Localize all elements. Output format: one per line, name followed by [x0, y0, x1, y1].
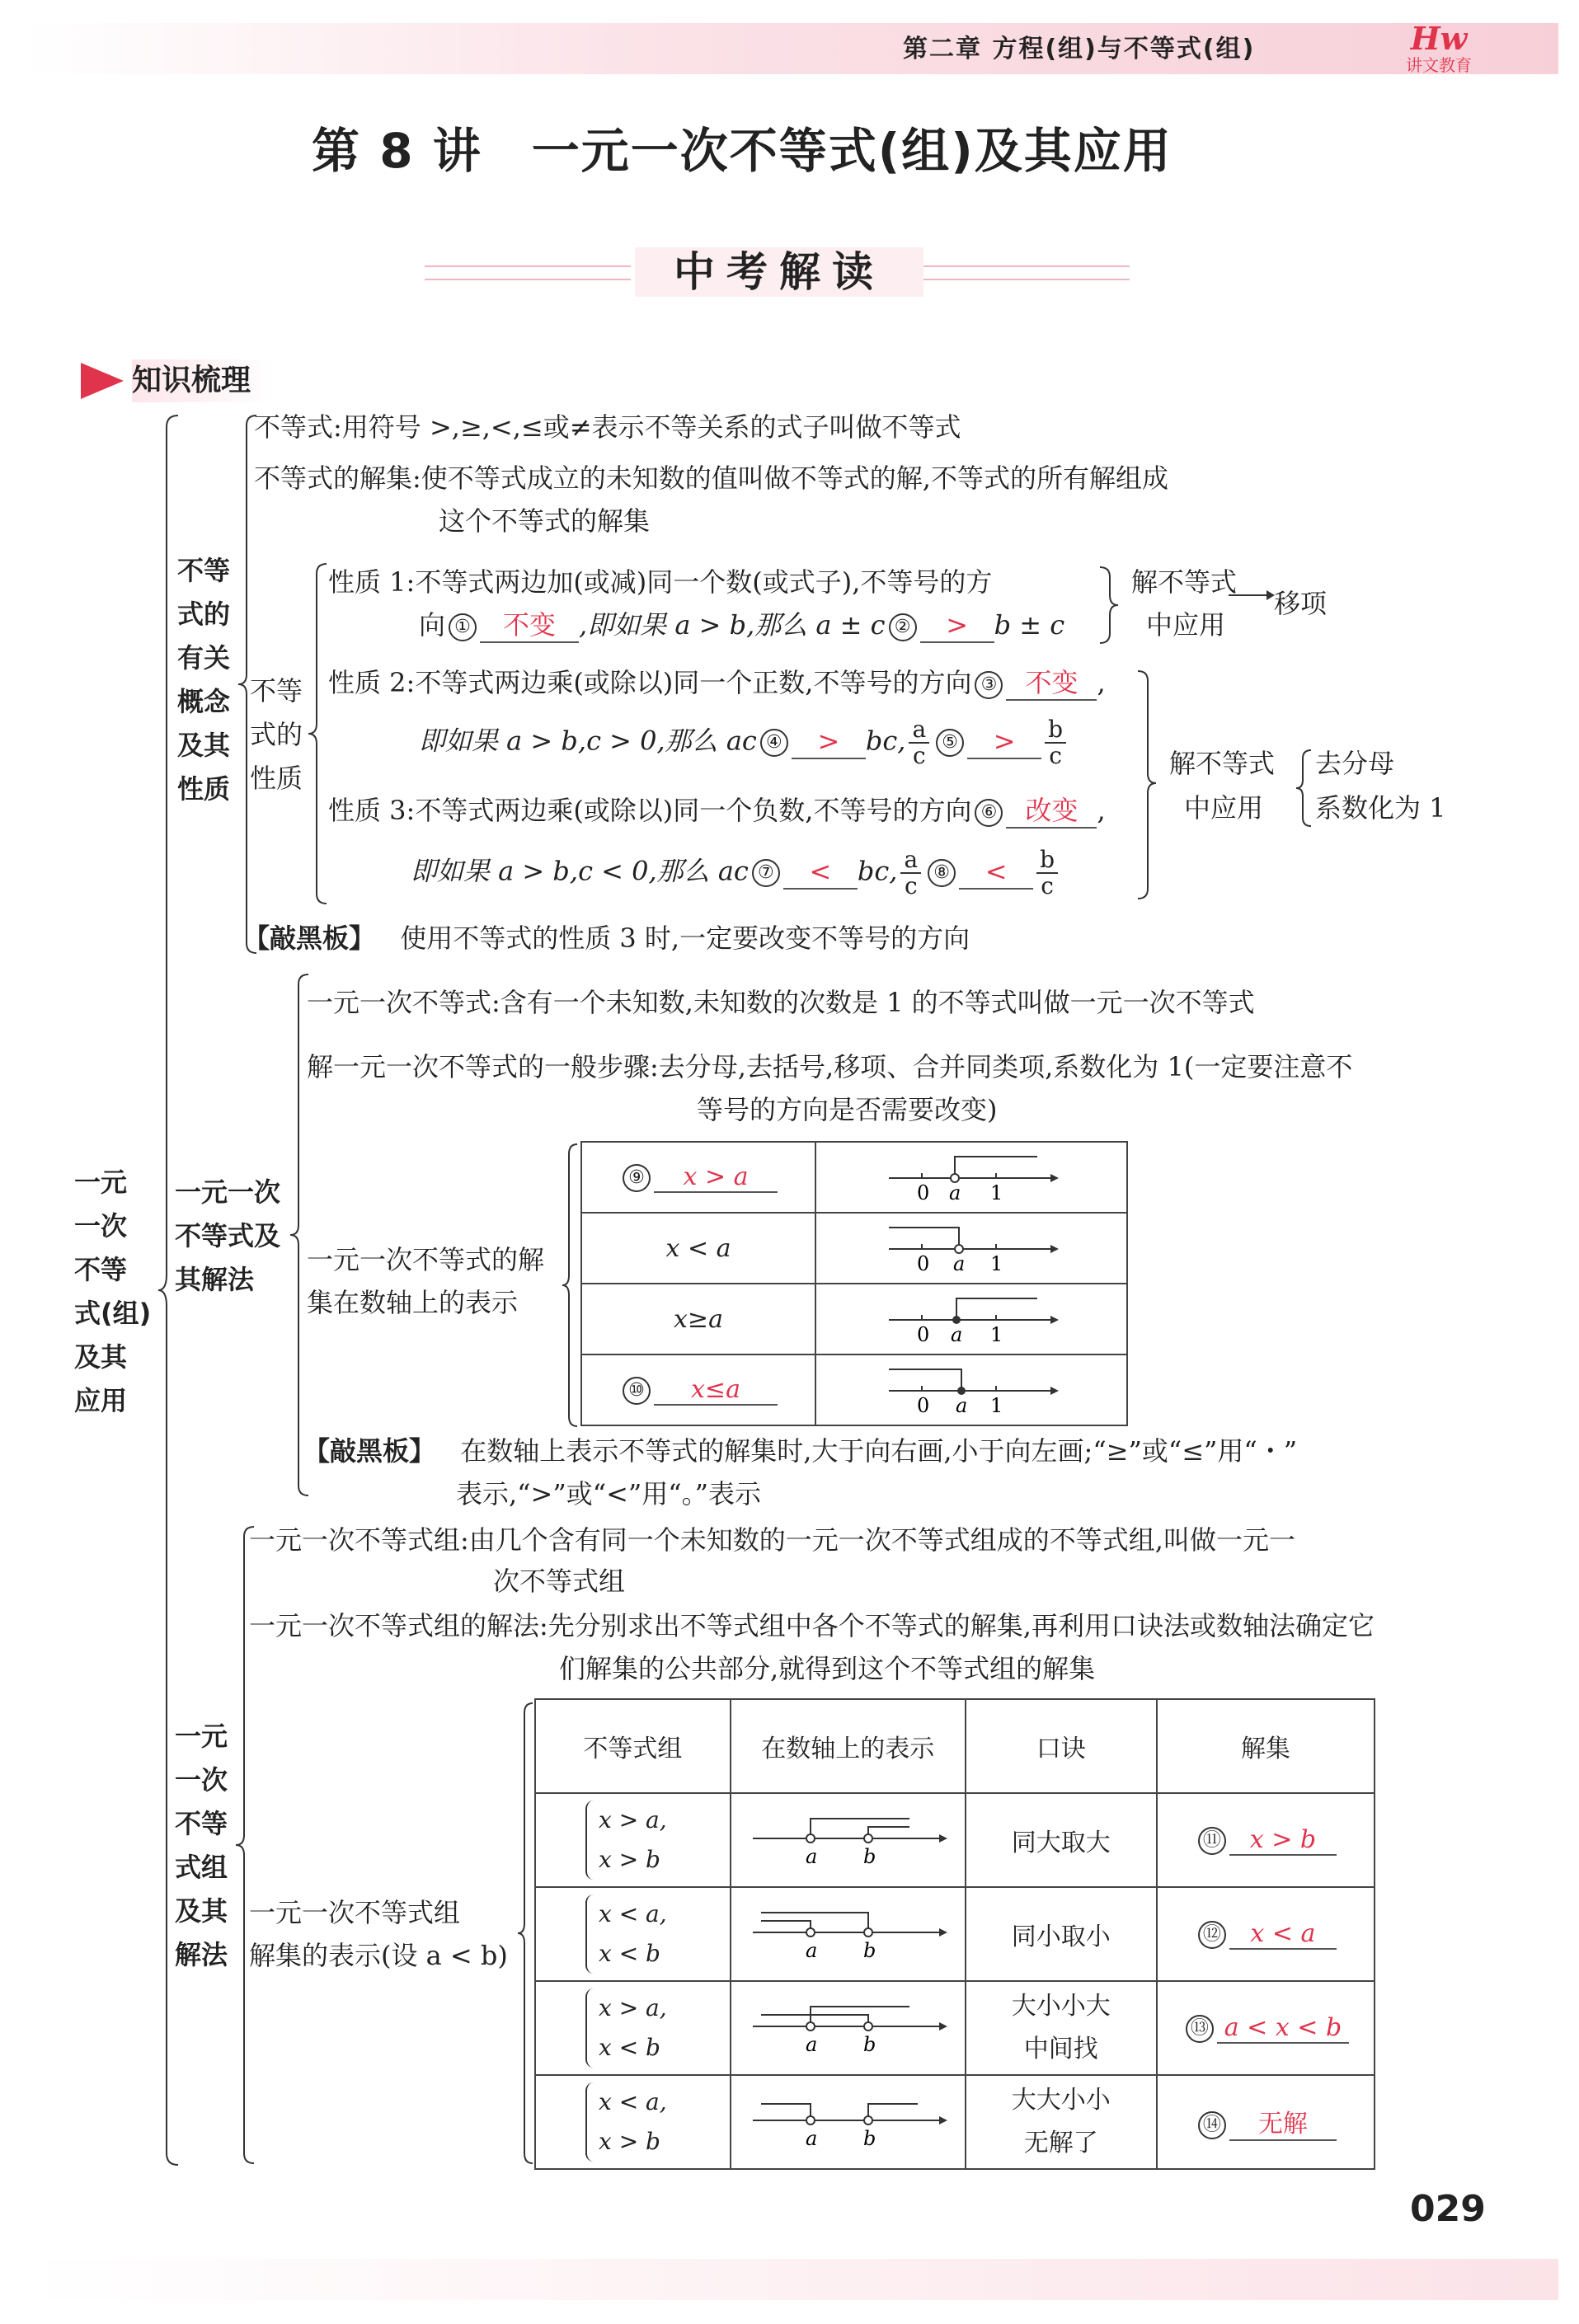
app2-result-2: 系数化为 1 [1315, 792, 1446, 824]
app1-arrow-icon [1227, 587, 1276, 603]
banner-line-left [425, 265, 631, 280]
table-row: x < a, x > b a b 大大小小 无解了 ⑭ 无解 [535, 2075, 1375, 2169]
table-row: ⑩ x≤a [581, 1354, 815, 1425]
solving-steps: 解一元一次不等式的一般步骤:去分母,去括号,移项、合并同类项,系数化为 1(一定要注意不 [307, 1051, 1353, 1082]
svg-text:0: 0 [917, 1394, 930, 1416]
app1-result: 移项 [1274, 588, 1328, 619]
logo-text: 讲文教育 [1406, 55, 1472, 75]
app2-text-1: 解不等式 [1169, 748, 1276, 779]
logo-mark: Hw [1410, 20, 1468, 57]
branch1-label: 不等 式的 有关 概念 及其 性质 [177, 555, 231, 805]
svg-text:a: a [956, 1394, 968, 1416]
chapter-title: 第二章 方程(组)与不等式(组) [903, 35, 1256, 63]
svg-text:a: a [949, 1181, 961, 1203]
col-header: 口诀 [966, 1699, 1157, 1793]
table-row: x > a, x > b a b 同大取大 ⑪ x > b [535, 1793, 1375, 1887]
section-arrow-icon [81, 363, 124, 399]
board-note-2-cont: 表示,“>”或“<”用“。”表示 [456, 1478, 761, 1509]
axis-x-lt-a-b [745, 1898, 951, 1964]
svg-text:a: a [951, 1323, 963, 1345]
system-method: 一元一次不等式组的解法:先分别求出不等式组中各个不等式的解集,再利用口诀法或数轴法确定它 [249, 1610, 1375, 1641]
branch3-label: 一元 一次 不等 式组 及其 解法 [175, 1721, 228, 1970]
section-label: 知识梳理 [132, 359, 275, 402]
table-row: ⑨ x > a [581, 1142, 815, 1213]
svg-text:a: a [806, 2033, 818, 2056]
svg-text:1: 1 [990, 1252, 1003, 1274]
p1-right-brace [1097, 564, 1121, 646]
props-brace [305, 561, 330, 907]
board-note-2: 【敲黑板】 在数轴上表示不等式的解集时,大于向右画,小于向左画;“≥”或“≤”用“・” [303, 1435, 1298, 1467]
app1-text-2: 中应用 [1146, 609, 1226, 641]
axis-x-ge-a [881, 1287, 1062, 1345]
board-note-1: 【敲黑板】 使用不等式的性质 3 时,一定要改变不等号的方向 [243, 923, 970, 954]
svg-text:a: a [806, 1939, 818, 1962]
app1-text-1: 解不等式 [1131, 566, 1238, 598]
system-repr-brace [516, 1700, 536, 2167]
axis-x-le-a [881, 1358, 1062, 1416]
svg-text:b: b [863, 2033, 876, 2056]
svg-text:a: a [806, 1845, 818, 1868]
table-row: x > a, x < b a b 大小小大 中间找 ⑬ a < x < b [535, 1981, 1375, 2075]
logo [1393, 21, 1484, 81]
repr-label: 一元一次不等式的解 集在数轴上的表示 [307, 1244, 545, 1318]
svg-text:a: a [953, 1252, 966, 1274]
props-label: 不等 式的 性质 [250, 675, 303, 794]
axis-x-gt-b [745, 1804, 951, 1870]
def-linear-inequality: 一元一次不等式:含有一个未知数,未知数的次数是 1 的不等式叫做一元一次不等式 [307, 987, 1255, 1018]
col-header: 在数轴上的表示 [731, 1699, 966, 1793]
property-3-line2: 即如果 a > b,c < 0,那么 ac ⑦ < bc, $\frac{a}{c}$ ⑧ < $\frac{b}{c}$ [411, 847, 1061, 899]
svg-text:b: b [863, 2127, 876, 2150]
property-3: 性质 3:不等式两边乘(或除以)同一个负数,不等号的方向 ⑥ 改变 , [328, 794, 1106, 829]
svg-text:1: 1 [990, 1394, 1003, 1416]
def-solution-set-cont: 这个不等式的解集 [439, 505, 651, 537]
def-solution-set: 不等式的解集:使不等式成立的未知数的值叫做不等式的解,不等式的所有解组成 [254, 462, 1168, 494]
section-banner: 中考解读 [635, 247, 923, 297]
branch2-label: 一元一次 不等式及 其解法 [175, 1176, 281, 1295]
svg-text:b: b [863, 1845, 876, 1868]
system-table [534, 1698, 1375, 2170]
number-line-table [580, 1141, 1128, 1426]
svg-text:0: 0 [917, 1323, 930, 1345]
system-method-cont: 们解集的公共部分,就得到这个不等式组的解集 [559, 1653, 1096, 1684]
axis-x-lt-a [881, 1216, 1062, 1274]
repr-brace [561, 1141, 580, 1430]
svg-text:0: 0 [917, 1181, 930, 1203]
property-2: 性质 2:不等式两边乘(或除以)同一个正数,不等号的方向 ③ 不变 , [328, 666, 1106, 701]
col-header: 不等式组 [535, 1699, 731, 1793]
axis-no-solution [745, 2086, 951, 2152]
table-row: x≥a [581, 1284, 815, 1354]
table-row: x < a, x < b a b 同小取小 ⑫ x < a [535, 1887, 1375, 1981]
svg-text:a: a [806, 2127, 818, 2150]
svg-text:1: 1 [990, 1181, 1003, 1203]
app2-text-2: 中应用 [1184, 792, 1264, 824]
app2-result-1: 去分母 [1315, 748, 1395, 779]
page-header-bar [25, 20, 1558, 74]
system-repr-label: 一元一次不等式组 解集的表示(设 a < b) [249, 1897, 508, 1971]
page-title: 第 8 讲 一元一次不等式(组)及其应用 [312, 123, 1173, 179]
footer-band [25, 2259, 1558, 2300]
axis-x-gt-a [881, 1145, 1062, 1203]
property-1-line2: 向 ① 不变 ,即如果 a > b,那么 a ± c ② > b ± c [419, 608, 1064, 643]
def-inequality: 不等式:用符号 >,≥,<,≤或≠表示不等关系的式子叫做不等式 [254, 411, 961, 443]
p23-right-brace [1135, 668, 1159, 903]
col-header: 解集 [1157, 1699, 1375, 1793]
axis-a-lt-x-lt-b [745, 1992, 951, 2058]
property-1: 性质 1:不等式两边加(或减)同一个数(或式子),不等号的方 [328, 566, 993, 598]
svg-text:0: 0 [917, 1252, 930, 1274]
solving-steps-cont: 等号的方向是否需要改变) [697, 1094, 998, 1125]
table-row: x < a [581, 1213, 815, 1284]
svg-text:b: b [863, 1939, 876, 1962]
svg-text:1: 1 [990, 1323, 1003, 1345]
property-2-line2: 即如果 a > b,c > 0,那么 ac ④ > bc, $\frac{a}{c}$ ⑤ > $\frac{b}{c}$ [419, 717, 1069, 768]
def-inequality-system-cont: 次不等式组 [493, 1566, 626, 1597]
banner-line-right [923, 265, 1130, 280]
page-number: 029 [1410, 2188, 1486, 2230]
def-inequality-system: 一元一次不等式组:由几个含有同一个未知数的一元一次不等式组成的不等式组,叫做一元一 [249, 1524, 1295, 1556]
root-label: 一元 一次 不等 式(组) 及其 应用 [74, 1167, 152, 1416]
app2-brace [1295, 747, 1314, 829]
